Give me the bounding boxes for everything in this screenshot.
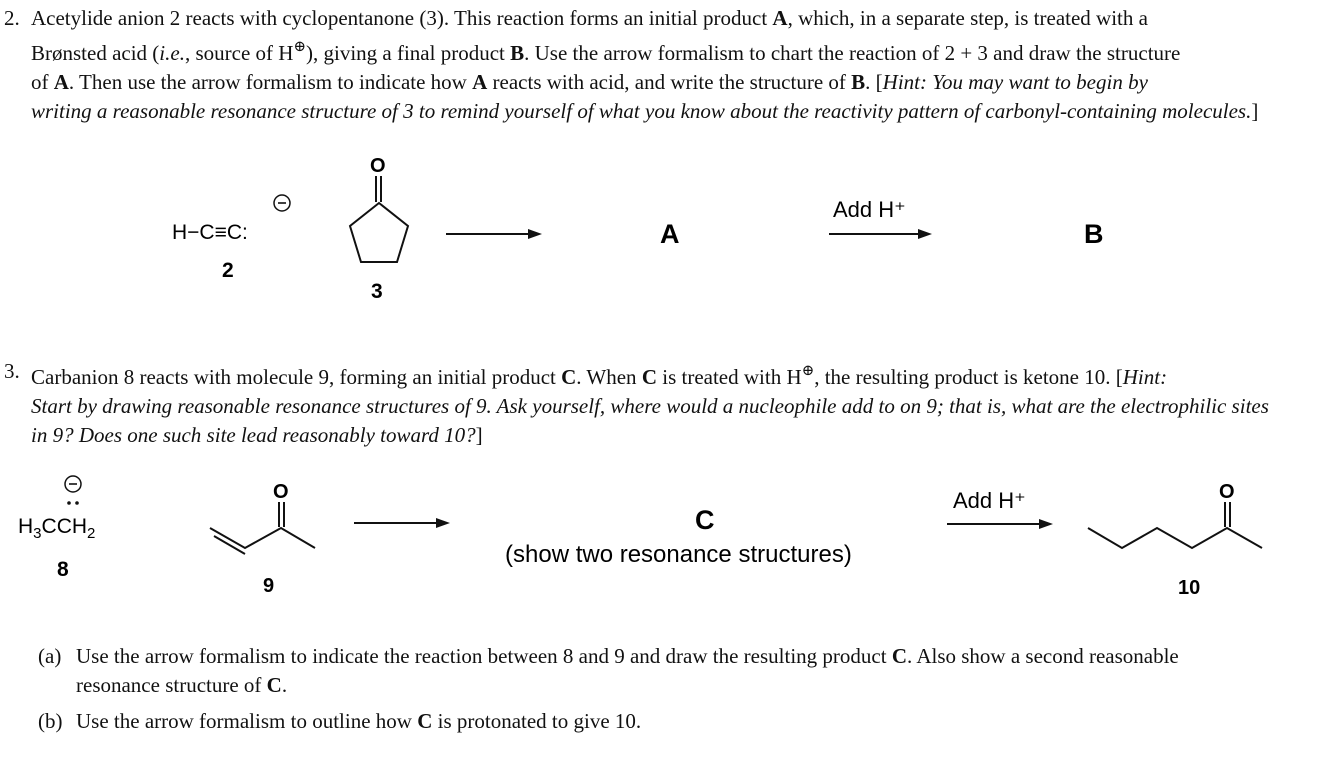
arrow-1-head xyxy=(528,229,542,239)
part-b: (b) Use the arrow formalism to outline how C is protonated to give 10. xyxy=(38,707,1300,736)
question-2-text: Acetylide anion 2 reacts with cyclopentanone (3). This reaction forms an initial product A, which, in a separate step, is treated with a Brønsted acid (i.e., source of H⊕), giving a final product B. Use the arrow formalism to chart the reaction of 2 + 3 and draw the structure of A. Then use the arrow formalism to indicate how A reacts with acid, and write the structure of B. [Hint: You may want to begin by writing a reasonable resonance structure of 3 to remind yourself of what you know about the reactivity pattern of carbonyl-containing molecules.] xyxy=(31,6,1259,123)
circled-plus-icon: ⊕ xyxy=(293,39,306,55)
reagent-add-h-1: Add H⁺ xyxy=(833,197,906,222)
part-b-label: (b) xyxy=(38,709,63,733)
label-3: 3 xyxy=(371,280,383,303)
arrow-2-head xyxy=(918,229,932,239)
negative-charge-icon xyxy=(65,476,81,492)
question-2 xyxy=(0,4,1300,126)
ketone-10-skeleton xyxy=(1088,528,1262,548)
label-9: 9 xyxy=(263,575,275,597)
circled-plus-icon: ⊕ xyxy=(801,363,815,379)
label-2: 2 xyxy=(222,259,234,282)
lone-pair-icon xyxy=(67,501,71,505)
label-10: 10 xyxy=(1178,577,1201,599)
part-a-label: (a) xyxy=(38,644,62,668)
cyclopentane-ring xyxy=(350,203,408,262)
oxygen-label-9: O xyxy=(273,481,289,503)
oxygen-label-3: O xyxy=(370,155,386,177)
arrow-3-head xyxy=(436,518,450,528)
part-a: (a) Use the arrow formalism to indicate the reaction between 8 and 9 and draw the resulting product C. Also show a second reasonable resonance structure of C. xyxy=(38,644,1179,697)
question-3 xyxy=(0,357,1300,450)
carbanion-formula: $H_3CCH_2$ xyxy=(18,515,96,542)
question-3-text: Carbanion 8 reacts with molecule 9, forming an initial product C. When C is treated with H⊕, the resulting product is ketone 10. [Hint: Start by drawing reasonable resonance structures of 9. Ask yourself, where would a nucleophile add to on 9; that is, what are the electrophilic sites in 9? Does one such site lead reasonably toward 10?] xyxy=(31,363,1269,447)
product-C-note: (show two resonance structures) xyxy=(505,541,852,568)
reagent-add-h-2: Add H⁺ xyxy=(953,488,1026,513)
product-A: A xyxy=(660,219,680,249)
negative-charge-icon xyxy=(274,195,290,211)
acetylide-formula: H−C≡C: xyxy=(172,221,248,244)
label-8: 8 xyxy=(57,558,69,581)
product-C: C xyxy=(695,505,715,535)
question-2-number: 2. xyxy=(4,6,20,30)
product-B: B xyxy=(1084,219,1104,249)
question-3-number: 3. xyxy=(4,359,20,383)
oxygen-label-10: O xyxy=(1219,481,1235,503)
arrow-4-head xyxy=(1039,519,1053,529)
molecule-9-skeleton xyxy=(210,528,315,548)
